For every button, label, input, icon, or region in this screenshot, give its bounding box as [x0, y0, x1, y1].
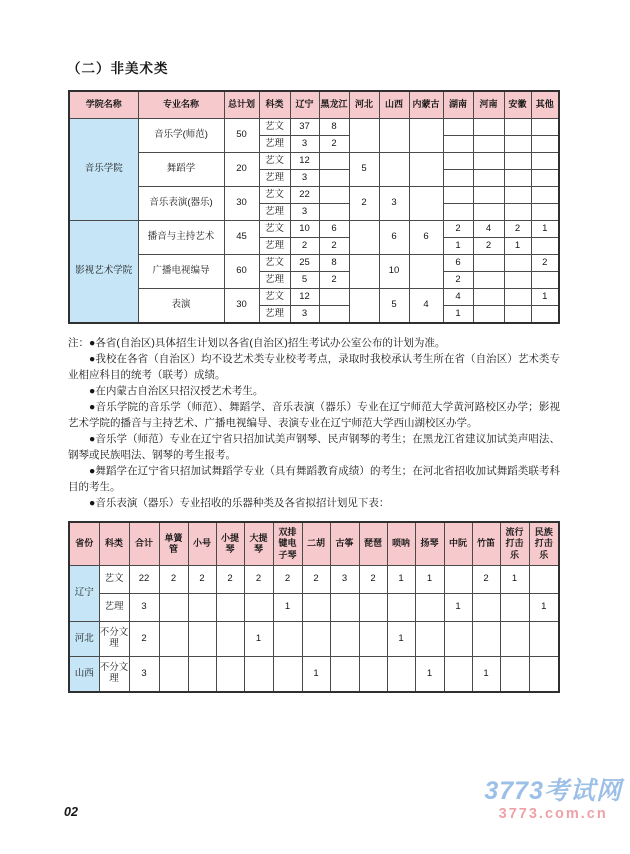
column-header: 流行打击乐: [500, 522, 529, 566]
instrument-count-cell: [330, 622, 359, 657]
instrument-count-cell: 1: [415, 657, 444, 693]
henan-cell: 2: [473, 238, 504, 255]
instrument-count-cell: 1: [472, 657, 500, 693]
others-cell: [531, 153, 559, 170]
total-plan-cell: 50: [224, 119, 259, 153]
instrument-count-cell: [216, 657, 244, 693]
instrument-count-cell: [302, 594, 330, 622]
note-item: ●舞蹈学在辽宁省只招加试舞蹈学专业（具有舞蹈教育成绩）的考生；在河北省招收加试舞蹈类联考科目的考生。: [68, 465, 560, 493]
major-name-cell: 音乐学(师范): [138, 119, 224, 153]
note-item: ●我校在各省（自治区）均不设艺术类专业校考考点，录取时我校承认考生所在省（自治区）艺术类专业相应科目的统考（联考）成绩。: [68, 353, 560, 381]
liaoning-cell: 2: [290, 238, 319, 255]
note-item: ●音乐表演（器乐）专业招收的乐器种类及各省拟招计划见下表：: [89, 497, 390, 509]
heilongjiang-cell: [319, 306, 349, 324]
total-cell: 22: [129, 566, 159, 594]
instrument-count-cell: 1: [444, 594, 472, 622]
instrument-count-cell: 2: [302, 566, 330, 594]
anhui-cell: 1: [504, 238, 531, 255]
liaoning-cell: 3: [290, 170, 319, 187]
heilongjiang-cell: [319, 187, 349, 204]
instrument-count-cell: [302, 622, 330, 657]
henan-cell: [473, 119, 504, 136]
hunan-cell: 1: [443, 238, 473, 255]
kelei-cell: 艺文: [259, 221, 290, 238]
instrument-count-cell: [500, 657, 529, 693]
column-header: 湖南: [443, 91, 473, 119]
neimenggu-cell: [409, 255, 443, 289]
others-cell: [531, 272, 559, 289]
kelei-cell: 艺理: [259, 306, 290, 324]
column-header: 河南: [473, 91, 504, 119]
kelei-cell: 艺理: [259, 204, 290, 221]
others-cell: [531, 136, 559, 153]
instrument-count-cell: [159, 594, 188, 622]
instrument-count-cell: 1: [387, 622, 415, 657]
hunan-cell: [443, 187, 473, 204]
anhui-cell: [504, 187, 531, 204]
instrument-count-cell: 3: [330, 566, 359, 594]
others-cell: [531, 119, 559, 136]
heilongjiang-cell: 2: [319, 136, 349, 153]
liaoning-cell: 3: [290, 136, 319, 153]
heilongjiang-cell: [319, 289, 349, 306]
instrument-count-cell: [500, 622, 529, 657]
total-cell: 3: [129, 594, 159, 622]
instrument-count-cell: [472, 594, 500, 622]
hunan-cell: [443, 119, 473, 136]
column-header: 河北: [349, 91, 379, 119]
page-title: （二）非美术类: [67, 61, 169, 76]
liaoning-cell: 37: [290, 119, 319, 136]
hebei-cell: [349, 255, 379, 289]
table-row: [69, 594, 559, 622]
major-name-cell: 舞蹈学: [138, 153, 224, 187]
instrument-count-cell: [159, 622, 188, 657]
neimenggu-cell: 4: [409, 289, 443, 324]
hunan-cell: [443, 136, 473, 153]
hebei-cell: [349, 221, 379, 255]
instrument-count-cell: [216, 594, 244, 622]
total-plan-cell: 45: [224, 221, 259, 255]
instrument-count-cell: [387, 594, 415, 622]
table-row: [69, 566, 559, 594]
kelei-cell: 艺理: [259, 136, 290, 153]
instrument-count-cell: 2: [472, 566, 500, 594]
heilongjiang-cell: 6: [319, 221, 349, 238]
hebei-cell: 5: [349, 153, 379, 187]
kelei-cell: 艺文: [259, 289, 290, 306]
henan-cell: 4: [473, 221, 504, 238]
kelei-cell: 艺理: [259, 238, 290, 255]
heilongjiang-cell: [319, 153, 349, 170]
hunan-cell: 2: [443, 272, 473, 289]
total-cell: 3: [129, 657, 159, 693]
instrument-count-cell: [387, 657, 415, 693]
hunan-cell: 1: [443, 306, 473, 324]
liaoning-cell: 3: [290, 306, 319, 324]
neimenggu-cell: 6: [409, 221, 443, 255]
anhui-cell: [504, 255, 531, 272]
table-row: [69, 187, 559, 204]
liaoning-cell: 3: [290, 204, 319, 221]
kelei-cell: 不分文理: [99, 657, 129, 693]
header-row: [69, 522, 559, 566]
liaoning-cell: 5: [290, 272, 319, 289]
note-item: ●音乐学院的音乐学（师范）、舞蹈学、音乐表演（器乐）专业在辽宁师范大学黄河路校区办学；影视艺术学院的播音与主持艺术、广播电视编导、表演专业在辽宁师范大学西山湖校区办学。: [68, 401, 560, 429]
instrument-count-cell: 1: [415, 566, 444, 594]
shanxi-cell: 5: [379, 289, 409, 324]
instrument-count-cell: [188, 657, 216, 693]
province-name-cell: 河北: [69, 622, 99, 657]
shanxi-cell: 6: [379, 221, 409, 255]
anhui-cell: [504, 170, 531, 187]
others-cell: 2: [531, 255, 559, 272]
column-header: 黑龙江: [319, 91, 349, 119]
watermark-site-url: 3773.com.cn: [498, 806, 608, 822]
column-header: 合计: [129, 522, 159, 566]
heilongjiang-cell: 2: [319, 238, 349, 255]
anhui-cell: 2: [504, 221, 531, 238]
column-header: 小提琴: [216, 522, 244, 566]
others-cell: [531, 238, 559, 255]
column-header: 学院名称: [69, 91, 138, 119]
hunan-cell: 2: [443, 221, 473, 238]
henan-cell: [473, 289, 504, 306]
instrument-count-cell: 2: [273, 566, 302, 594]
instrument-count-cell: [330, 594, 359, 622]
notes-section: [68, 335, 560, 511]
instrument-count-cell: [216, 622, 244, 657]
henan-cell: [473, 187, 504, 204]
heilongjiang-cell: 8: [319, 119, 349, 136]
column-header: 扬琴: [415, 522, 444, 566]
table-row: [69, 657, 559, 693]
instrument-count-cell: [444, 657, 472, 693]
instrument-count-cell: [359, 657, 387, 693]
anhui-cell: [504, 272, 531, 289]
column-header: 辽宁: [290, 91, 319, 119]
liaoning-cell: 10: [290, 221, 319, 238]
column-header: 其他: [531, 91, 559, 119]
instrument-count-cell: [529, 657, 559, 693]
henan-cell: [473, 136, 504, 153]
column-header: 二胡: [302, 522, 330, 566]
instrument-count-cell: [330, 657, 359, 693]
major-name-cell: 表演: [138, 289, 224, 324]
kelei-cell: 艺文: [259, 255, 290, 272]
liaoning-cell: 12: [290, 153, 319, 170]
instrument-count-cell: 1: [500, 566, 529, 594]
kelei-cell: 艺理: [259, 272, 290, 289]
neimenggu-cell: [409, 119, 443, 153]
instrument-count-cell: [188, 622, 216, 657]
column-header: 小号: [188, 522, 216, 566]
table-row: [69, 153, 559, 170]
column-header: 双排键电子琴: [273, 522, 302, 566]
hunan-cell: 4: [443, 289, 473, 306]
table-row: [69, 255, 559, 272]
total-plan-cell: 30: [224, 187, 259, 221]
college-name-cell: 音乐学院: [69, 119, 138, 221]
column-header: 单簧管: [159, 522, 188, 566]
column-header: 中阮: [444, 522, 472, 566]
instrument-count-cell: 1: [244, 622, 273, 657]
instrument-plan-table: [68, 521, 560, 693]
kelei-cell: 艺理: [99, 594, 129, 622]
instrument-count-cell: [359, 622, 387, 657]
instrument-count-cell: [529, 622, 559, 657]
header-row: [69, 91, 559, 119]
column-header: 安徽: [504, 91, 531, 119]
instrument-count-cell: 2: [188, 566, 216, 594]
note-item: 注：●各省(自治区)具体招生计划以各省(自治区)招生考试办公室公布的计划为准。: [68, 337, 446, 349]
shanxi-cell: 10: [379, 255, 409, 289]
column-header: 专业名称: [138, 91, 224, 119]
shanxi-cell: [379, 119, 409, 153]
hunan-cell: [443, 204, 473, 221]
hebei-cell: [349, 119, 379, 153]
kelei-cell: 艺文: [259, 119, 290, 136]
anhui-cell: [504, 306, 531, 324]
major-name-cell: 广播电视编导: [138, 255, 224, 289]
instrument-count-cell: 1: [387, 566, 415, 594]
total-plan-cell: 30: [224, 289, 259, 324]
henan-cell: [473, 255, 504, 272]
others-cell: [531, 187, 559, 204]
province-name-cell: 辽宁: [69, 566, 99, 622]
instrument-count-cell: [444, 622, 472, 657]
instrument-count-cell: 2: [359, 566, 387, 594]
heilongjiang-cell: [319, 170, 349, 187]
major-name-cell: 音乐表演(器乐): [138, 187, 224, 221]
instrument-count-cell: [159, 657, 188, 693]
column-header: 省份: [69, 522, 99, 566]
heilongjiang-cell: [319, 204, 349, 221]
hunan-cell: [443, 170, 473, 187]
henan-cell: [473, 170, 504, 187]
shanxi-cell: [379, 153, 409, 187]
henan-cell: [473, 204, 504, 221]
table-row: [69, 221, 559, 238]
anhui-cell: [504, 153, 531, 170]
college-name-cell: 影视艺术学院: [69, 221, 138, 324]
others-cell: 1: [531, 221, 559, 238]
others-cell: [531, 170, 559, 187]
henan-cell: [473, 306, 504, 324]
instrument-count-cell: [472, 622, 500, 657]
table-row: [69, 119, 559, 136]
province-name-cell: 山西: [69, 657, 99, 693]
table-row: [69, 289, 559, 306]
others-cell: 1: [531, 289, 559, 306]
note-item: ●音乐学（师范）专业在辽宁省只招加试美声钢琴、民声钢琴的考生；在黑龙江省建议加试美声唱法、钢琴或民族唱法、钢琴的考生报考。: [68, 433, 560, 461]
column-header: 内蒙古: [409, 91, 443, 119]
anhui-cell: [504, 119, 531, 136]
instrument-count-cell: 2: [244, 566, 273, 594]
heilongjiang-cell: 2: [319, 272, 349, 289]
instrument-count-cell: [244, 594, 273, 622]
instrument-count-cell: [415, 622, 444, 657]
instrument-count-cell: [244, 657, 273, 693]
kelei-cell: 艺文: [259, 187, 290, 204]
instrument-count-cell: [415, 594, 444, 622]
note-item: ●在内蒙古自治区只招汉授艺术考生。: [89, 385, 264, 397]
instrument-count-cell: [444, 566, 472, 594]
instrument-count-cell: [273, 657, 302, 693]
instrument-count-cell: [188, 594, 216, 622]
heilongjiang-cell: 8: [319, 255, 349, 272]
watermark-logo: [484, 779, 622, 822]
shanxi-cell: 3: [379, 187, 409, 221]
hebei-cell: 2: [349, 187, 379, 221]
total-cell: 2: [129, 622, 159, 657]
column-header: 科类: [99, 522, 129, 566]
kelei-cell: 不分文理: [99, 622, 129, 657]
neimenggu-cell: [409, 153, 443, 187]
kelei-cell: 艺文: [259, 153, 290, 170]
column-header: 大提琴: [244, 522, 273, 566]
neimenggu-cell: [409, 187, 443, 221]
instrument-count-cell: [529, 566, 559, 594]
henan-cell: [473, 153, 504, 170]
kelei-cell: 艺理: [259, 170, 290, 187]
anhui-cell: [504, 136, 531, 153]
admission-plan-table: [68, 90, 560, 324]
instrument-count-cell: 2: [216, 566, 244, 594]
liaoning-cell: 12: [290, 289, 319, 306]
instrument-count-cell: [500, 594, 529, 622]
instrument-count-cell: 1: [273, 594, 302, 622]
total-plan-cell: 60: [224, 255, 259, 289]
page-number: 02: [64, 805, 78, 819]
column-header: 总计划: [224, 91, 259, 119]
major-name-cell: 播音与主持艺术: [138, 221, 224, 255]
instrument-count-cell: 2: [159, 566, 188, 594]
total-plan-cell: 20: [224, 153, 259, 187]
column-header: 古筝: [330, 522, 359, 566]
column-header: 琵琶: [359, 522, 387, 566]
anhui-cell: [504, 289, 531, 306]
hunan-cell: [443, 153, 473, 170]
column-header: 科类: [259, 91, 290, 119]
table-row: [69, 622, 559, 657]
column-header: 竹笛: [472, 522, 500, 566]
others-cell: [531, 204, 559, 221]
hunan-cell: 6: [443, 255, 473, 272]
instrument-count-cell: [359, 594, 387, 622]
henan-cell: [473, 272, 504, 289]
column-header: 山西: [379, 91, 409, 119]
instrument-count-cell: [273, 622, 302, 657]
kelei-cell: 艺文: [99, 566, 129, 594]
column-header: 民族打击乐: [529, 522, 559, 566]
liaoning-cell: 25: [290, 255, 319, 272]
watermark-site-name: 3773考试网: [484, 777, 622, 805]
hebei-cell: [349, 289, 379, 324]
instrument-count-cell: 1: [302, 657, 330, 693]
column-header: 唢呐: [387, 522, 415, 566]
others-cell: [531, 306, 559, 324]
anhui-cell: [504, 204, 531, 221]
instrument-count-cell: 1: [529, 594, 559, 622]
liaoning-cell: 22: [290, 187, 319, 204]
